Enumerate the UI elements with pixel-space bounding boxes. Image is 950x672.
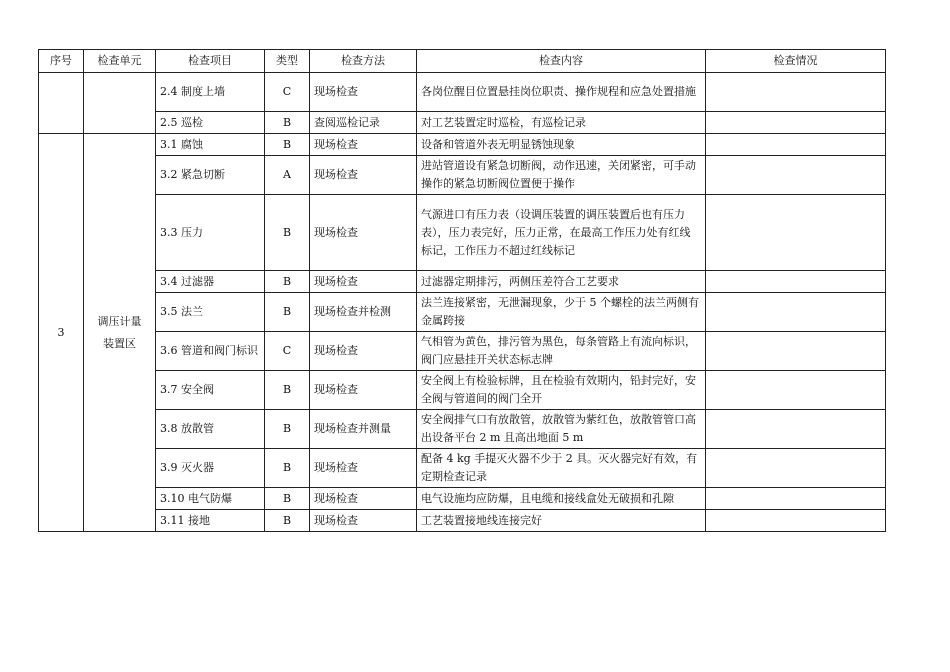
content-cell: 气源进口有压力表（设调压装置的调压装置后也有压力表），压力表完好，压力正常，在最高工作压力处有红线标记，工作压力不超过红线标记 — [417, 195, 706, 271]
method-cell: 现场检查 — [310, 371, 417, 410]
status-cell[interactable] — [706, 510, 886, 532]
type-cell: B — [265, 271, 310, 293]
header-row — [39, 50, 886, 73]
table-row — [39, 271, 886, 293]
header-type: 类型 — [265, 50, 310, 73]
item-cell: 3.9 灭火器 — [156, 449, 265, 488]
type-cell: B — [265, 410, 310, 449]
inspection-table — [38, 49, 886, 532]
content-cell: 安全阀上有检验标牌，且在检验有效期内，铅封完好，安全阀与管道间的阀门全开 — [417, 371, 706, 410]
table-row — [39, 293, 886, 332]
method-cell: 现场检查并测量 — [310, 410, 417, 449]
content-cell: 气相管为黄色，排污管为黑色，每条管路上有流向标识，阀门应悬挂开关状态标志牌 — [417, 332, 706, 371]
item-cell: 3.3 压力 — [156, 195, 265, 271]
header-item: 检查项目 — [156, 50, 265, 73]
table-row — [39, 112, 886, 134]
item-cell: 2.5 巡检 — [156, 112, 265, 134]
type-cell: B — [265, 488, 310, 510]
type-cell: B — [265, 449, 310, 488]
content-cell: 进站管道设有紧急切断阀，动作迅速，关闭紧密，可手动操作的紧急切断阀位置便于操作 — [417, 156, 706, 195]
table-row — [39, 156, 886, 195]
method-cell: 现场检查 — [310, 156, 417, 195]
header-status: 检查情况 — [706, 50, 886, 73]
status-cell[interactable] — [706, 371, 886, 410]
content-cell: 安全阀排气口有放散管，放散管为紫红色，放散管管口高出设备平台 2 m 且高出地面 5 m — [417, 410, 706, 449]
group2-unit-cell — [84, 73, 156, 134]
method-cell: 现场检查 — [310, 73, 417, 112]
header-unit: 检查单元 — [84, 50, 156, 73]
content-cell: 配备 4 kg 手提灭火器不少于 2 具。灭火器完好有效，有定期检查记录 — [417, 449, 706, 488]
status-cell[interactable] — [706, 195, 886, 271]
method-cell: 现场检查并检测 — [310, 293, 417, 332]
type-cell: C — [265, 332, 310, 371]
status-cell[interactable] — [706, 293, 886, 332]
status-cell[interactable] — [706, 73, 886, 112]
method-cell: 现场检查 — [310, 271, 417, 293]
item-cell: 3.10 电气防爆 — [156, 488, 265, 510]
table-row — [39, 510, 886, 532]
type-cell: B — [265, 112, 310, 134]
table-row — [39, 134, 886, 156]
item-cell: 3.6 管道和阀门标识 — [156, 332, 265, 371]
status-cell[interactable] — [706, 410, 886, 449]
status-cell[interactable] — [706, 134, 886, 156]
method-cell: 现场检查 — [310, 134, 417, 156]
group2-no-cell — [39, 73, 84, 134]
group-unit-line1: 调压计量 — [97, 314, 142, 328]
group-unit-cell — [84, 134, 156, 532]
content-cell: 过滤器定期排污，两侧压差符合工艺要求 — [417, 271, 706, 293]
status-cell[interactable] — [706, 332, 886, 371]
type-cell: B — [265, 510, 310, 532]
item-cell: 3.5 法兰 — [156, 293, 265, 332]
status-cell[interactable] — [706, 156, 886, 195]
item-cell: 3.4 过滤器 — [156, 271, 265, 293]
table-row — [39, 410, 886, 449]
table-row — [39, 73, 886, 112]
header-method: 检查方法 — [310, 50, 417, 73]
item-cell: 3.1 腐蚀 — [156, 134, 265, 156]
table-row — [39, 195, 886, 271]
type-cell: C — [265, 73, 310, 112]
table-row — [39, 332, 886, 371]
method-cell: 现场检查 — [310, 449, 417, 488]
type-cell: B — [265, 371, 310, 410]
method-cell: 现场检查 — [310, 510, 417, 532]
group-unit-line2: 装置区 — [103, 336, 136, 350]
item-cell: 3.7 安全阀 — [156, 371, 265, 410]
table-row — [39, 371, 886, 410]
table-row — [39, 488, 886, 510]
header-no: 序号 — [39, 50, 84, 73]
item-cell: 3.11 接地 — [156, 510, 265, 532]
method-cell: 现场检查 — [310, 488, 417, 510]
content-cell: 工艺装置接地线连接完好 — [417, 510, 706, 532]
method-cell: 现场检查 — [310, 332, 417, 371]
type-cell: B — [265, 195, 310, 271]
content-cell: 设备和管道外表无明显锈蚀现象 — [417, 134, 706, 156]
item-cell: 2.4 制度上墙 — [156, 73, 265, 112]
type-cell: B — [265, 293, 310, 332]
group-no-cell: 3 — [39, 134, 84, 532]
table-row — [39, 449, 886, 488]
status-cell[interactable] — [706, 271, 886, 293]
header-content: 检查内容 — [417, 50, 706, 73]
content-cell: 各岗位醒目位置悬挂岗位职责、操作规程和应急处置措施 — [417, 73, 706, 112]
method-cell: 查阅巡检记录 — [310, 112, 417, 134]
method-cell: 现场检查 — [310, 195, 417, 271]
content-cell: 法兰连接紧密，无泄漏现象，少于 5 个螺栓的法兰两侧有金属跨接 — [417, 293, 706, 332]
status-cell[interactable] — [706, 449, 886, 488]
content-cell: 电气设施均应防爆，且电缆和接线盒处无破损和孔隙 — [417, 488, 706, 510]
item-cell: 3.8 放散管 — [156, 410, 265, 449]
item-cell: 3.2 紧急切断 — [156, 156, 265, 195]
type-cell: B — [265, 134, 310, 156]
type-cell: A — [265, 156, 310, 195]
content-cell: 对工艺装置定时巡检，有巡检记录 — [417, 112, 706, 134]
status-cell[interactable] — [706, 488, 886, 510]
status-cell[interactable] — [706, 112, 886, 134]
